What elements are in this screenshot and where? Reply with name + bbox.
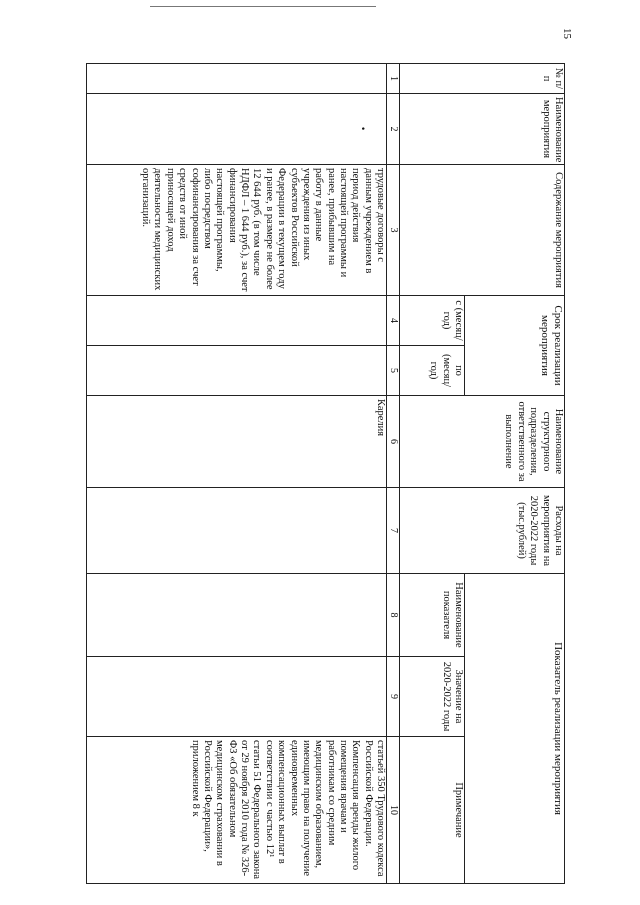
cell-name xyxy=(87,94,387,165)
cell-end xyxy=(87,346,387,396)
table-row xyxy=(87,64,387,884)
header-col10: Примечание xyxy=(400,737,465,884)
colnum-4: 4 xyxy=(387,296,400,346)
cell-department: Карелия xyxy=(87,396,387,488)
header-indicator-group: Показатель реализации мероприятия xyxy=(465,574,565,884)
colnum-8: 8 xyxy=(387,574,400,657)
header-row xyxy=(465,64,565,884)
header-col3: Содержание мероприятия xyxy=(400,165,565,296)
cell-number xyxy=(87,64,387,94)
header-col5: по (месяц/ год) xyxy=(400,346,465,396)
cell-note: статьей 350 Трудового кодекса Российской Федерации. Компенсация аренды жилого помещения врачам и работникам со средним медицинским образованием, имеющим право на получение единовременных компенсационных выплат в соответствии с частью 12¹ статьи 51 Федерального закона от 29 ноября 2010 года № 326-ФЗ «Об обязательном медицинском страховании в Российской Федерации», приложением 8 к xyxy=(87,737,387,884)
cell-content: трудовые договоры с данным учреждением в период действия настоящей программы и ранее, прибывшим на работу в данные учреждения из иных субъектов Российской Федерации в текущем году и ранее, в размере не более 12 644 руб. (в том числе НДФЛ – 1 644 руб.), за счет финансирования настоящей программы, либо посредством софинансирования за счет средств от иной приносящей доход деятельности медицинских организаций. xyxy=(87,165,387,296)
colnum-9: 9 xyxy=(387,657,400,737)
cell-expenses xyxy=(87,488,387,574)
colnum-2: 2 xyxy=(387,94,400,165)
header-col8: Наименование показателя xyxy=(400,574,465,657)
page-number: 15 xyxy=(561,28,573,39)
header-srok-group: Срок реализации мероприятия xyxy=(465,296,565,396)
header-col9: Значение на 2020-2022 годы xyxy=(400,657,465,737)
header-col7: Расходы на мероприятия на 2020-2022 годы (тыс.рублей) xyxy=(400,488,565,574)
colnum-5: 5 xyxy=(387,346,400,396)
header-col2: Наименование мероприятия xyxy=(400,94,565,165)
header-col6: Наименование структурного подразделения, ответственного за выполнение xyxy=(400,396,565,488)
colnum-7: 7 xyxy=(387,488,400,574)
events-table xyxy=(86,63,565,884)
cell-indicator-value xyxy=(87,657,387,737)
top-rule xyxy=(150,6,376,7)
header-col4: с (месяц/ год) xyxy=(400,296,465,346)
stray-mark: • xyxy=(358,127,369,131)
cell-start xyxy=(87,296,387,346)
colnum-1: 1 xyxy=(387,64,400,94)
colnum-10: 10 xyxy=(387,737,400,884)
cell-indicator-name xyxy=(87,574,387,657)
colnum-3: 3 xyxy=(387,165,400,296)
colnum-6: 6 xyxy=(387,396,400,488)
rotated-table-page xyxy=(90,63,565,883)
header-col1: № п/ п xyxy=(400,64,565,94)
column-number-row xyxy=(387,64,400,884)
